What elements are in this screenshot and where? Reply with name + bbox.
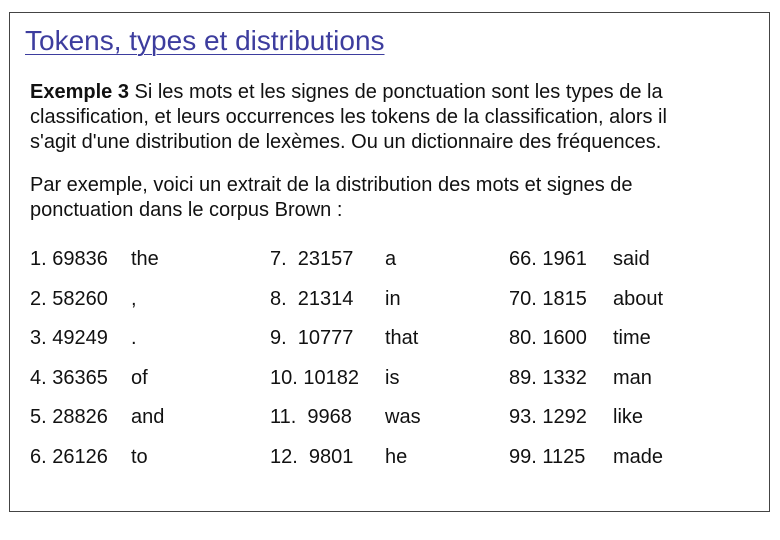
- token: made: [613, 445, 664, 468]
- rank-count: 89. 1332: [509, 366, 587, 389]
- token: the: [131, 248, 159, 270]
- rank-count: 93. 1292: [509, 406, 587, 428]
- frequency-row: [270, 246, 421, 286]
- rank-count: 70. 1815: [509, 287, 587, 310]
- frequency-row: [509, 365, 663, 405]
- frequency-row: [30, 404, 164, 444]
- frequency-row: [509, 325, 663, 365]
- token: he: [385, 445, 408, 468]
- token: man: [613, 366, 652, 389]
- frequency-row: [270, 365, 421, 405]
- token: was: [385, 406, 421, 428]
- frequency-row: [509, 246, 663, 286]
- token: of: [131, 366, 148, 389]
- example-line-1-text: Si les mots et les signes de ponctuation sont les types de la: [128, 81, 663, 103]
- frequency-row: [270, 325, 421, 365]
- slide-title: Tokens, types et distributions: [25, 25, 385, 56]
- frequency-row: [270, 404, 421, 444]
- token: time: [613, 327, 651, 349]
- example-paragraph: [30, 80, 667, 155]
- example-line-2: classification, et leurs occurrences les tokens de la classification, alors il: [30, 106, 667, 128]
- rank-count: 8. 21314: [270, 287, 354, 310]
- rank-count: 1. 69836: [30, 248, 108, 270]
- intro-line-1: Par exemple, voici un extrait de la distribution des mots et signes de: [30, 174, 633, 196]
- frequency-row: [30, 365, 164, 405]
- example-line-3: s'agit d'une distribution de lexèmes. Ou un dictionnaire des fréquences.: [30, 131, 662, 153]
- frequency-row: [270, 286, 421, 326]
- token: like: [613, 406, 644, 428]
- frequency-column-1: [30, 246, 164, 483]
- token: is: [385, 366, 400, 389]
- token: said: [613, 248, 650, 270]
- token: to: [131, 445, 148, 468]
- rank-count: 10. 10182: [270, 366, 359, 389]
- frequency-row: [30, 246, 164, 286]
- frequency-row: [30, 286, 164, 326]
- rank-count: 4. 36365: [30, 366, 108, 389]
- frequency-column-2: [270, 246, 421, 483]
- frequency-row: [509, 444, 663, 484]
- rank-count: 99. 1125: [509, 445, 586, 468]
- example-line-1: [30, 80, 667, 105]
- frequency-row: [270, 444, 421, 484]
- rank-count: 80. 1600: [509, 327, 587, 349]
- token: .: [131, 327, 137, 349]
- rank-count: 6. 26126: [30, 445, 108, 468]
- intro-line-2: ponctuation dans le corpus Brown :: [30, 199, 343, 221]
- intro-paragraph: [30, 173, 633, 223]
- frequency-row: [509, 404, 663, 444]
- token: and: [131, 406, 165, 428]
- rank-count: 5. 28826: [30, 406, 108, 428]
- example-label: Exemple 3: [30, 81, 129, 103]
- frequency-row: [30, 444, 164, 484]
- frequency-column-3: [509, 246, 663, 483]
- frequency-row: [509, 286, 663, 326]
- rank-count: 7. 23157: [270, 248, 354, 270]
- rank-count: 12. 9801: [270, 445, 354, 468]
- token: about: [613, 287, 664, 310]
- rank-count: 2. 58260: [30, 287, 108, 310]
- rank-count: 3. 49249: [30, 327, 108, 349]
- rank-count: 66. 1961: [509, 248, 587, 270]
- token: a: [385, 248, 397, 270]
- token: in: [385, 287, 401, 310]
- rank-count: 9. 10777: [270, 327, 354, 349]
- token: ,: [131, 287, 137, 310]
- frequency-row: [30, 325, 164, 365]
- token: that: [385, 327, 419, 349]
- rank-count: 11. 9968: [270, 406, 352, 428]
